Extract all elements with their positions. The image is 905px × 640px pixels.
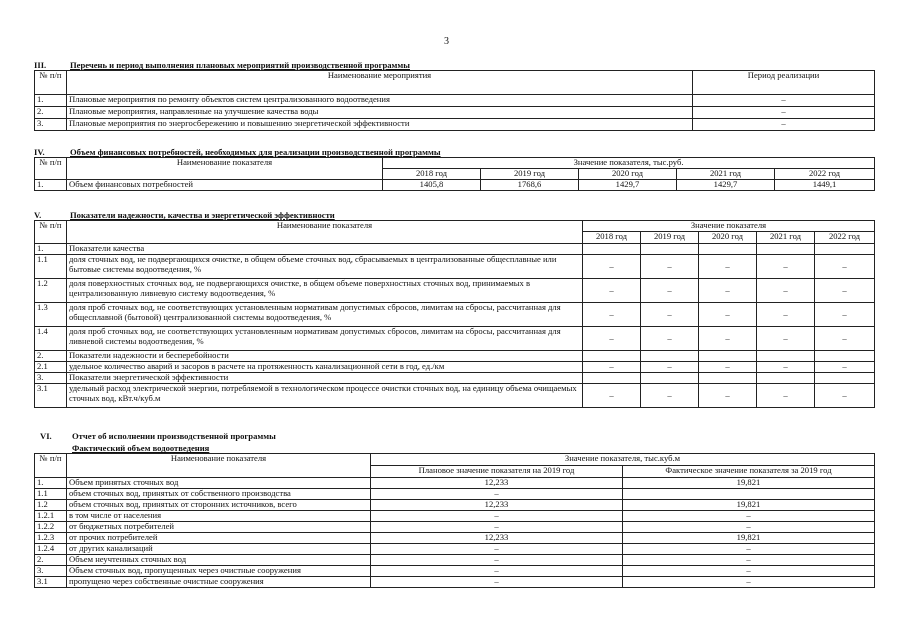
section-5-heading [34, 210, 335, 220]
row-value [583, 373, 641, 384]
row-value: – [641, 279, 699, 303]
section-3-table [34, 70, 875, 131]
row-fact: 19,821 [623, 478, 875, 489]
row-value: 1429,7 [677, 180, 775, 191]
row-value [699, 373, 757, 384]
row-plan: – [371, 511, 623, 522]
row-name: доля проб сточных вод, не соответствующих установленным нормативам допустимых сбросов, лимитам на сбросы, рассчитанная для ливневой системы водоотведения, % [67, 327, 583, 351]
row-value: – [815, 362, 875, 373]
row-value: – [815, 255, 875, 279]
row-number: 3.1 [35, 384, 67, 408]
row-value [757, 373, 815, 384]
row-name: Объем сточных вод, пропущенных через очистные сооружения [67, 566, 371, 577]
row-value: – [583, 279, 641, 303]
row-name: Объем неучтенных сточных вод [67, 555, 371, 566]
row-number: 1.2.4 [35, 544, 67, 555]
table-row [35, 478, 875, 489]
row-name: Показатели качества [67, 244, 583, 255]
table-row [35, 279, 875, 303]
row-value [815, 351, 875, 362]
header-fact: Фактическое значение показателя за 2019 год [623, 466, 875, 478]
row-value: – [641, 303, 699, 327]
table-header-row [35, 71, 875, 95]
row-number: 1. [35, 478, 67, 489]
row-value: – [583, 384, 641, 408]
row-value [699, 351, 757, 362]
row-value [699, 244, 757, 255]
row-name: пропущено через собственные очистные сооружения [67, 577, 371, 588]
header-name: Наименование мероприятия [67, 71, 693, 95]
row-value [815, 373, 875, 384]
row-number: 1.1 [35, 489, 67, 500]
row-value: – [815, 303, 875, 327]
row-value [641, 351, 699, 362]
section-6-heading [40, 431, 276, 441]
section-5-title: Показатели надежности, качества и энергетической эффективности [70, 210, 335, 220]
row-value: 1449,1 [775, 180, 875, 191]
section-6-title: Отчет об исполнении производственной программы [72, 431, 276, 441]
section-4-table [34, 157, 875, 191]
table-row [35, 511, 875, 522]
section-5-number: V. [34, 210, 42, 220]
section-5-table [34, 220, 875, 408]
table-header-row [35, 221, 875, 232]
table-row [35, 362, 875, 373]
row-period: – [693, 119, 875, 131]
table-row [35, 107, 875, 119]
header-year: 2022 год [775, 169, 875, 180]
row-fact: – [623, 577, 875, 588]
row-name: объем сточных вод, принятых от собственного производства [67, 489, 371, 500]
row-fact: – [623, 555, 875, 566]
section-6-table [34, 453, 875, 588]
row-value: – [583, 255, 641, 279]
row-number: 3. [35, 119, 67, 131]
row-value: – [757, 384, 815, 408]
table-row [35, 119, 875, 131]
section-6-number: VI. [40, 431, 52, 441]
row-value: – [757, 303, 815, 327]
row-value: – [641, 327, 699, 351]
row-number: 1.2.3 [35, 533, 67, 544]
header-value: Значение показателя [583, 221, 875, 232]
row-period: – [693, 95, 875, 107]
header-year: 2018 год [383, 169, 481, 180]
row-number: 3. [35, 566, 67, 577]
table-row [35, 522, 875, 533]
row-number: 1.2.2 [35, 522, 67, 533]
row-value: – [815, 327, 875, 351]
header-year: 2018 год [583, 232, 641, 244]
row-plan: 12,233 [371, 478, 623, 489]
row-number: 2. [35, 351, 67, 362]
table-row [35, 555, 875, 566]
header-no: № п/п [35, 221, 67, 244]
row-plan: 12,233 [371, 533, 623, 544]
row-value: – [641, 384, 699, 408]
row-number: 3. [35, 373, 67, 384]
row-fact: 19,821 [623, 500, 875, 511]
row-name: удельное количество аварий и засоров в расчете на протяженность канализационной сети в год, ед./км [67, 362, 583, 373]
row-fact: – [623, 511, 875, 522]
row-plan: – [371, 489, 623, 500]
header-year: 2021 год [677, 169, 775, 180]
section-3-title: Перечень и период выполнения плановых мероприятий производственной программы [70, 60, 410, 70]
header-year: 2019 год [481, 169, 579, 180]
table-row [35, 95, 875, 107]
row-value: – [583, 303, 641, 327]
row-value [641, 373, 699, 384]
row-value: – [699, 327, 757, 351]
row-value: – [641, 255, 699, 279]
header-name: Наименование показателя [67, 221, 583, 244]
row-number: 1.1 [35, 255, 67, 279]
row-value: – [757, 255, 815, 279]
row-value: – [699, 303, 757, 327]
page-number: 3 [444, 36, 449, 47]
table-row [35, 373, 875, 384]
table-header-row [35, 454, 875, 466]
row-plan: 12,233 [371, 500, 623, 511]
row-value: – [757, 362, 815, 373]
row-name: доля сточных вод, не подвергающихся очистке, в общем объеме сточных вод, сбрасываемых в централизованные общесплавные или бытовые системы водоотведения, % [67, 255, 583, 279]
table-row [35, 500, 875, 511]
header-value: Значение показателя, тыс.руб. [383, 158, 875, 169]
table-row [35, 351, 875, 362]
row-value: – [757, 327, 815, 351]
row-name: от прочих потребителей [67, 533, 371, 544]
table-row [35, 489, 875, 500]
row-name: от других канализаций [67, 544, 371, 555]
section-4-heading [34, 147, 441, 157]
table-header-row [35, 158, 875, 169]
row-value: – [815, 279, 875, 303]
row-value [583, 351, 641, 362]
row-value: – [699, 384, 757, 408]
header-year: 2019 год [641, 232, 699, 244]
row-value [757, 244, 815, 255]
table-row [35, 577, 875, 588]
row-number: 1. [35, 180, 67, 191]
row-name: объем сточных вод, принятых от сторонних источников, всего [67, 500, 371, 511]
header-name: Наименование показателя [67, 454, 371, 478]
row-number: 2.1 [35, 362, 67, 373]
row-number: 1.2 [35, 279, 67, 303]
header-no: № п/п [35, 158, 67, 180]
row-plan: – [371, 577, 623, 588]
section-4-title: Объем финансовых потребностей, необходимых для реализации производственной программы [70, 147, 441, 157]
section-3-number: III. [34, 60, 47, 70]
row-value: – [583, 327, 641, 351]
header-no: № п/п [35, 71, 67, 95]
row-number: 1.2.1 [35, 511, 67, 522]
section-4-number: IV. [34, 147, 45, 157]
row-number: 2. [35, 555, 67, 566]
row-value: – [815, 384, 875, 408]
header-name: Наименование показателя [67, 158, 383, 180]
row-value [757, 351, 815, 362]
row-value: – [757, 279, 815, 303]
row-fact: – [623, 566, 875, 577]
header-value: Значение показателя, тыс.куб.м [371, 454, 875, 466]
row-fact [623, 489, 875, 500]
row-value: – [583, 362, 641, 373]
table-row [35, 255, 875, 279]
row-plan: – [371, 544, 623, 555]
row-plan: – [371, 566, 623, 577]
table-row [35, 303, 875, 327]
header-year: 2020 год [699, 232, 757, 244]
row-fact: – [623, 522, 875, 533]
row-fact: 19,821 [623, 533, 875, 544]
row-plan: – [371, 522, 623, 533]
header-no: № п/п [35, 454, 67, 478]
table-row [35, 544, 875, 555]
table-row [35, 244, 875, 255]
row-name: доля поверхностных сточных вод, не подвергающихся очистке, в общем объеме поверхностных сточных вод, принимаемых в централизованную ливневую систему водоотведения, % [67, 279, 583, 303]
header-year: 2020 год [579, 169, 677, 180]
table-row [35, 327, 875, 351]
header-plan: Плановое значение показателя на 2019 год [371, 466, 623, 478]
row-number: 1. [35, 95, 67, 107]
row-value: – [641, 362, 699, 373]
header-period: Период реализации [693, 71, 875, 95]
row-value: – [699, 279, 757, 303]
section-3-heading [34, 60, 410, 70]
row-fact: – [623, 544, 875, 555]
row-value: 1429,7 [579, 180, 677, 191]
table-row [35, 533, 875, 544]
row-name: доля проб сточных вод, не соответствующих установленным нормативам допустимых сбросов, лимитам на сбросы, рассчитанная для общесплавной (бытовой) централизованной системы водоотведения, % [67, 303, 583, 327]
row-value: 1405,8 [383, 180, 481, 191]
row-name: от бюджетных потребителей [67, 522, 371, 533]
row-value [641, 244, 699, 255]
row-number: 1. [35, 244, 67, 255]
row-number: 1.3 [35, 303, 67, 327]
row-name: Объем принятых сточных вод [67, 478, 371, 489]
row-value [815, 244, 875, 255]
row-value: 1768,6 [481, 180, 579, 191]
row-value: – [699, 255, 757, 279]
row-name: Плановые мероприятия, направленные на улучшение качества воды [67, 107, 693, 119]
row-number: 3.1 [35, 577, 67, 588]
row-number: 1.2 [35, 500, 67, 511]
row-plan: – [371, 555, 623, 566]
table-row [35, 384, 875, 408]
row-period: – [693, 107, 875, 119]
section-6-subtitle: Фактический объем водоотведения [72, 443, 210, 453]
row-name: Показатели энергетической эффективности [67, 373, 583, 384]
table-row [35, 566, 875, 577]
row-number: 2. [35, 107, 67, 119]
header-year: 2022 год [815, 232, 875, 244]
row-value: – [699, 362, 757, 373]
row-number: 1.4 [35, 327, 67, 351]
row-name: Плановые мероприятия по ремонту объектов систем централизованного водоотведения [67, 95, 693, 107]
row-value [583, 244, 641, 255]
header-year: 2021 год [757, 232, 815, 244]
row-name: Плановые мероприятия по энергосбережению и повышению энергетической эффективности [67, 119, 693, 131]
table-row [35, 180, 875, 191]
row-name: удельный расход электрической энергии, потребляемой в технологическом процессе очистки сточных вод, на единицу объема очищаемых сточных вод, кВт.ч/куб.м [67, 384, 583, 408]
row-name: в том числе от населения [67, 511, 371, 522]
row-name: Показатели надежности и бесперебойности [67, 351, 583, 362]
row-name: Объем финансовых потребностей [67, 180, 383, 191]
